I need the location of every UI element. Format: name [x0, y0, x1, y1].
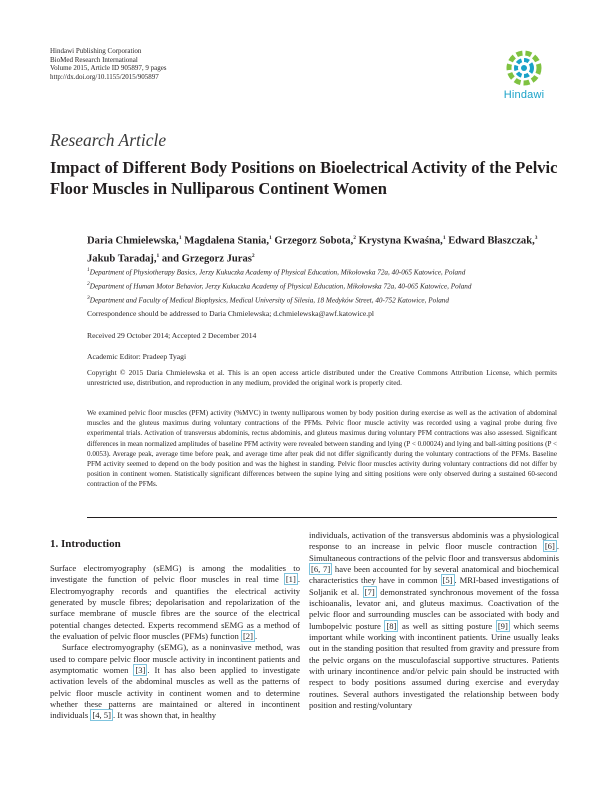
- correspondence: Correspondence should be addressed to Daria Chmielewska; d.chmielewska@awf.katowice.pl: [87, 309, 375, 318]
- divider: [87, 517, 557, 518]
- section-heading: 1. Introduction: [50, 538, 121, 550]
- citation-link[interactable]: [5]: [442, 575, 453, 586]
- affiliation-2: $^2$Department of Human Motor Behavior, Jerzy Kukuczka Academy of Physical Education, Mikołowska 72a, 40-065 Katowice, Poland: [87, 280, 472, 291]
- author-affiliation-mark: 1: [442, 235, 446, 241]
- received-dates: Received 29 October 2014; Accepted 2 December 2014: [87, 331, 257, 340]
- text-run: demonstrated synchronous movement of the fossa ischioanalis, levator ani, and gluteus maximus. Coactivation of the pelvic floor and surrounding muscles can be associated with body and lumbopelvic posture: [309, 586, 559, 631]
- citation-link[interactable]: [6]: [544, 541, 555, 552]
- author-name: Magdalena Stania,: [181, 235, 269, 247]
- paragraph: [50, 642, 300, 721]
- article-type: Research Article: [50, 130, 167, 150]
- citation-link[interactable]: [1]: [285, 574, 296, 585]
- text-run: . MRI-based investigations of Soljanik et al.: [309, 575, 560, 597]
- author-affiliation-mark: 2: [251, 252, 255, 259]
- affiliation-1: $^1$Department of Physiotherapy Basics, Jerzy Kukuczka Academy of Physical Education, Mikołowska 72a, 40-065 Katowice, Poland: [87, 267, 466, 277]
- citation-link[interactable]: [4, 5]: [92, 710, 111, 721]
- citation-link[interactable]: [7]: [364, 586, 375, 597]
- hindawi-logo-text: Hindawi: [503, 89, 545, 101]
- text-run: . Electromyography records and quantifies the electrical activity generated by muscle fibres; depolarisation and repolarization of the surface membrane of muscle fibres are the source of the electrical potential changes detected. Experts recommend sEMG as a method of the evaluation of pelvic floor muscles (PFMs) function: [50, 574, 300, 642]
- text-run: Surface electromyography (sEMG), as a noninvasive method, was used to compare pelvic floor muscle activity in incontinent patients and asymptomatic women: [50, 642, 300, 676]
- journal-line: BioMed Research International: [50, 55, 138, 64]
- text-run: have been accounted for by several anatomical and biochemical characteristics they have in common: [309, 564, 559, 586]
- author-affiliation-mark: 1: [268, 235, 272, 241]
- affiliations: [87, 265, 557, 306]
- author-affiliation-mark: 2: [353, 235, 356, 241]
- text-run: as well as sitting posture: [398, 620, 496, 631]
- author-list: [87, 231, 557, 266]
- article-title: Impact of Different Body Positions on Bioelectrical Activity of the Pelvic Floor Muscles in Nulliparous Continent Women: [50, 158, 558, 198]
- author-affiliation-mark: 1: [178, 235, 182, 241]
- author-name: Jakub Taradaj,: [87, 253, 157, 265]
- author-name: Edward Błaszczak,: [445, 235, 535, 247]
- citation-link[interactable]: [2]: [242, 631, 253, 642]
- publisher-line: Hindawi Publishing Corporation: [50, 47, 142, 55]
- citation-link[interactable]: [9]: [497, 620, 508, 631]
- affiliation-3: $^3$Department and Faculty of Medical Biophysics, Medical University of Silesia, 18 Medyków Street, 40-752 Katowice, Poland: [87, 294, 449, 304]
- text-run: .: [254, 631, 258, 642]
- author-affiliation-mark: 1: [156, 252, 160, 259]
- citation-link[interactable]: [6, 7]: [311, 564, 331, 575]
- journal-info: [50, 47, 167, 82]
- text-run: . It has also been applied to investigate activation levels of the abdominal muscles as well as the patterns of pelvic floor muscle activity in continent women and to determine whether these patterns are maintained or altered in incontinent individuals: [50, 665, 300, 721]
- author-name: Krystyna Kwaśna,: [355, 235, 443, 247]
- right-column: [309, 530, 559, 712]
- author-affiliation-mark: 3: [534, 235, 538, 241]
- author-name: Grzegorz Sobota,: [271, 235, 354, 247]
- text-run: . Simultaneous contractions of the pelvic floor and transversus abdominis: [309, 541, 559, 563]
- doi-line: http://dx.doi.org/10.1155/2015/905897: [50, 73, 159, 82]
- volume-line: Volume 2015, Article ID 905897, 9 pages: [50, 64, 167, 73]
- abstract: We examined pelvic floor muscles (PFM) activity (%MVC) in twenty nulliparous women by body position during exercise as well as the activation of abdominal muscles and the gluteus maximus during voluntary contractions of the PFMs. Pelvic floor muscle activity was recorded using a vaginal probe during five experimental trials. Activation of transversus abdominis, rectus abdominis, and gluteus maximus during voluntary PFM contractions was also assessed. Significant differences in mean normalized amplitudes of baseline PFM activity were revealed between standing and lying (P < 0.00024) and lying and ball-sitting positions (P < 0.0053). Average peak, average time before peak, and average time after peak did not differ significantly during the voluntary contractions of the PFMs. Baseline PFM activity seemed to depend on the body position and was the highest in standing. Pelvic floor muscles activity during voluntary contractions did not differ by position in continent women. Statistically significant differences between the supine lying and sitting positions were only observed during a sustained 60-second contraction of the PFMs.: [87, 409, 557, 489]
- author-name: and Grzegorz Juras: [159, 253, 252, 265]
- paragraph: [50, 563, 300, 642]
- citation-link[interactable]: [3]: [135, 665, 146, 676]
- text-run: individuals, activation of the transversus abdominis was a physiological response to an increase in pelvic floor muscle contraction: [309, 530, 559, 552]
- paragraph: [309, 530, 559, 712]
- copyright-notice: Copyright © 2015 Daria Chmielewska et al. This is an open access article distributed under the Creative Commons Attribution License, which permits unrestricted use, distribution, and reproduction in any medium, provided the original work is properly cited.: [87, 368, 557, 388]
- text-run: Surface electromyography (sEMG) is among the modalities to investigate the function of pelvic floor muscles in real time: [50, 563, 300, 585]
- author-name: Daria Chmielewska,: [87, 235, 179, 247]
- citation-link[interactable]: [8]: [386, 620, 397, 631]
- text-run: . It was shown that, in healthy: [112, 710, 217, 721]
- left-column: [50, 537, 300, 722]
- academic-editor: Academic Editor: Pradeep Tyagi: [87, 352, 187, 361]
- text-run: which seems important while working with incontinent patients. Urine usually leaks out in the standing position that resulted from gravity and pressure from the pelvic organs on the musculofascial supportive structures. Patients with urinary incontinence and/or pelvic pain should be instructed with respect to body positions assumed during exercise and everyday routines. Several authors investigated the relationship between body position and resting/voluntary: [309, 620, 559, 711]
